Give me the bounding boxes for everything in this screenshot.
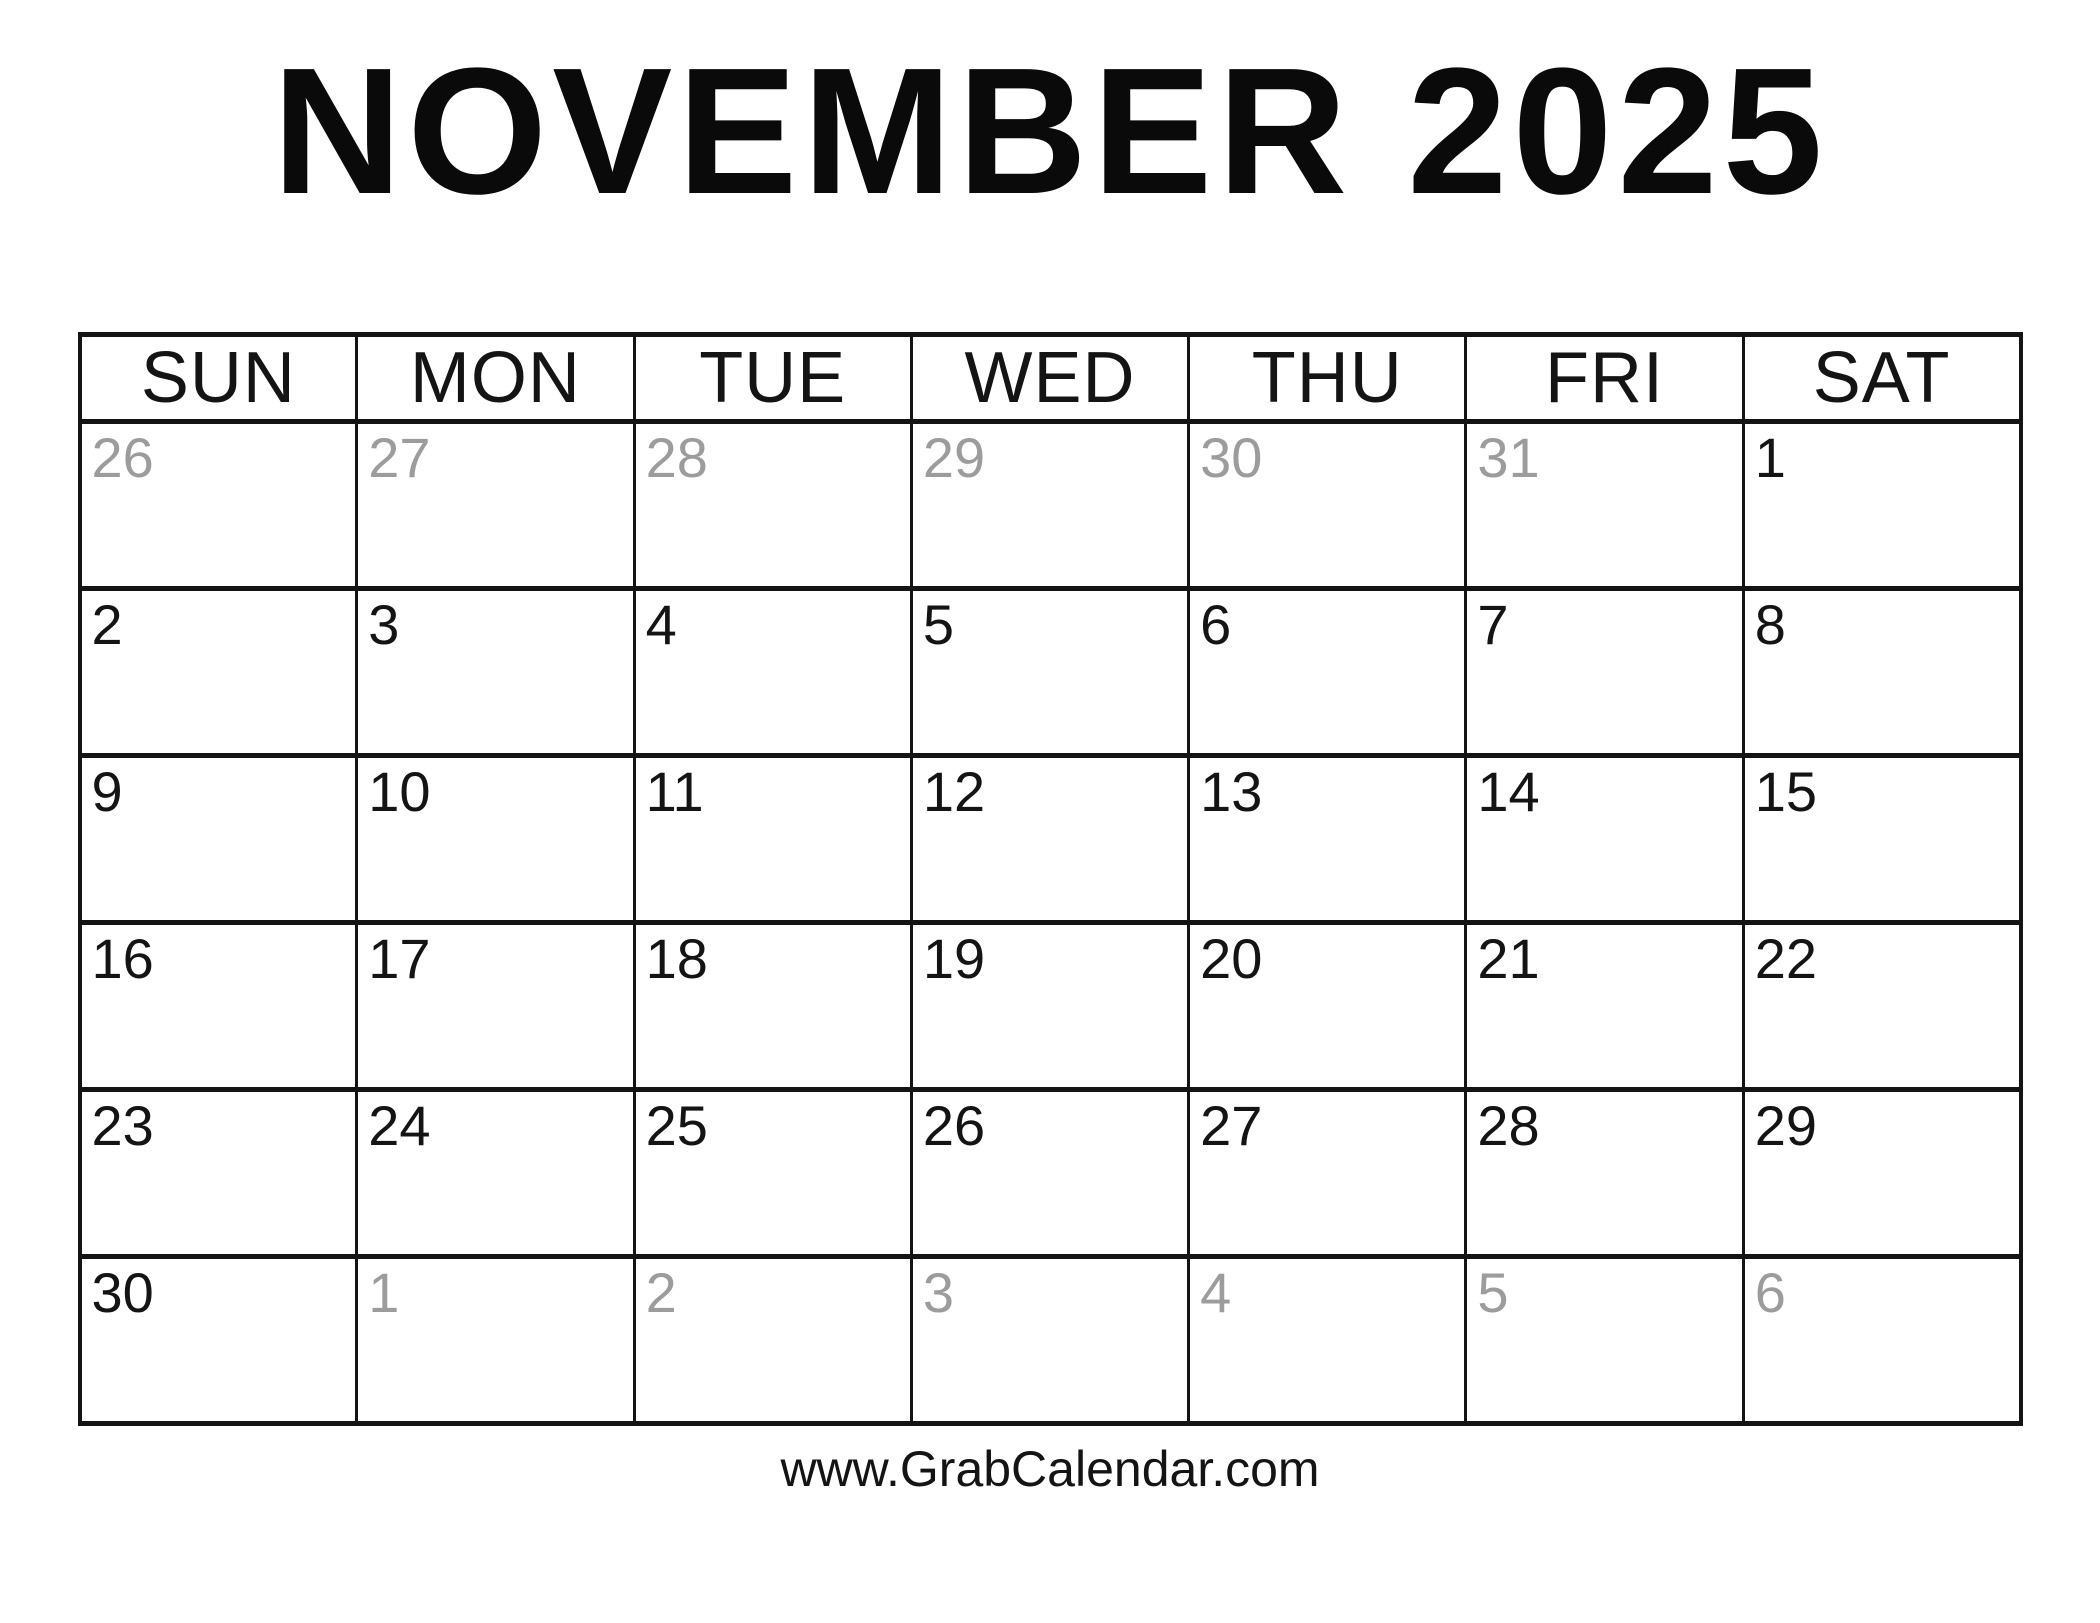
day-cell xyxy=(911,589,1188,756)
calendar-page xyxy=(0,31,2100,1623)
day-number: 1 xyxy=(368,1261,400,1324)
day-number: 7 xyxy=(1477,593,1509,656)
calendar-container xyxy=(78,332,2023,1426)
day-number: 19 xyxy=(922,927,986,990)
weekday-header-sat: SAT xyxy=(1743,335,2020,422)
day-number: 30 xyxy=(1200,426,1263,489)
day-number: 8 xyxy=(1754,593,1786,656)
day-cell-outside-month xyxy=(1189,422,1466,589)
week-row-1 xyxy=(80,422,2021,589)
week-row-6 xyxy=(80,1257,2021,1424)
page-title: NOVEMBER 2025 xyxy=(272,31,1828,232)
day-number: 28 xyxy=(645,426,708,489)
day-number: 2 xyxy=(91,593,123,656)
weekday-header-fri: FRI xyxy=(1466,335,1743,422)
day-number: 21 xyxy=(1477,927,1540,990)
day-number: 26 xyxy=(922,1094,986,1157)
day-cell-outside-month xyxy=(357,1257,634,1424)
week-row-4 xyxy=(80,923,2021,1090)
calendar-body xyxy=(80,422,2021,1424)
day-number: 27 xyxy=(368,426,431,489)
day-number: 29 xyxy=(1754,1094,1817,1157)
day-cell xyxy=(1466,1090,1743,1257)
day-cell xyxy=(911,756,1188,923)
weekday-header-sun: SUN xyxy=(80,335,357,422)
day-number: 31 xyxy=(1477,426,1540,489)
day-cell xyxy=(357,923,634,1090)
day-cell xyxy=(1466,756,1743,923)
day-cell xyxy=(80,589,357,756)
day-cell xyxy=(80,1257,357,1424)
day-cell-outside-month xyxy=(1466,1257,1743,1424)
day-number: 15 xyxy=(1754,760,1817,823)
day-number: 6 xyxy=(1754,1261,1786,1324)
day-number: 23 xyxy=(91,1094,154,1157)
day-cell xyxy=(634,1090,911,1257)
day-cell xyxy=(1189,756,1466,923)
day-cell xyxy=(911,1090,1188,1257)
day-number: 11 xyxy=(645,760,704,823)
day-cell xyxy=(1189,923,1466,1090)
week-row-2 xyxy=(80,589,2021,756)
day-cell-outside-month xyxy=(911,1257,1188,1424)
day-number: 4 xyxy=(645,593,677,656)
day-cell xyxy=(1743,1090,2020,1257)
day-cell-outside-month xyxy=(357,422,634,589)
day-cell xyxy=(80,1090,357,1257)
day-number: 16 xyxy=(91,927,154,990)
day-number: 9 xyxy=(91,760,123,823)
day-cell xyxy=(357,1090,634,1257)
day-number: 28 xyxy=(1477,1094,1540,1157)
day-number: 30 xyxy=(91,1261,154,1324)
day-cell xyxy=(1743,923,2020,1090)
day-number: 3 xyxy=(922,1261,954,1324)
day-number: 14 xyxy=(1477,760,1540,823)
day-number: 13 xyxy=(1200,760,1263,823)
weekday-header-row xyxy=(80,335,2021,422)
day-cell xyxy=(357,589,634,756)
day-cell xyxy=(634,756,911,923)
day-cell-outside-month xyxy=(634,422,911,589)
footer xyxy=(0,1440,2100,1498)
day-cell xyxy=(1743,756,2020,923)
day-number: 5 xyxy=(1477,1261,1509,1324)
day-number: 10 xyxy=(368,760,431,823)
day-number: 3 xyxy=(368,593,400,656)
day-number: 6 xyxy=(1200,593,1232,656)
day-cell xyxy=(1189,1090,1466,1257)
day-number: 22 xyxy=(1754,927,1817,990)
week-row-3 xyxy=(80,756,2021,923)
day-cell-outside-month xyxy=(1189,1257,1466,1424)
day-number: 2 xyxy=(645,1261,677,1324)
day-cell xyxy=(1466,589,1743,756)
day-number: 27 xyxy=(1200,1094,1263,1157)
day-cell xyxy=(634,589,911,756)
day-number: 17 xyxy=(368,927,431,990)
day-cell xyxy=(911,923,1188,1090)
day-cell-outside-month xyxy=(80,422,357,589)
day-cell xyxy=(1743,589,2020,756)
day-cell-outside-month xyxy=(1466,422,1743,589)
day-cell xyxy=(80,756,357,923)
day-number: 25 xyxy=(645,1094,708,1157)
day-number: 29 xyxy=(922,426,986,489)
day-number: 5 xyxy=(922,593,954,656)
day-number: 4 xyxy=(1200,1261,1232,1324)
day-number: 18 xyxy=(645,927,708,990)
weekday-header-mon: MON xyxy=(357,335,634,422)
weekday-header-tue: TUE xyxy=(634,335,911,422)
day-cell xyxy=(80,923,357,1090)
day-cell xyxy=(1743,422,2020,589)
day-number: 20 xyxy=(1200,927,1263,990)
day-number: 1 xyxy=(1754,426,1786,489)
week-row-5 xyxy=(80,1090,2021,1257)
website-link[interactable]: www.GrabCalendar.com xyxy=(780,1441,1320,1497)
day-cell-outside-month xyxy=(634,1257,911,1424)
day-cell-outside-month xyxy=(1743,1257,2020,1424)
day-number: 12 xyxy=(922,760,986,823)
calendar-grid xyxy=(78,332,2023,1426)
weekday-header-wed: WED xyxy=(911,335,1188,422)
day-cell xyxy=(634,923,911,1090)
day-cell-outside-month xyxy=(911,422,1188,589)
day-cell xyxy=(1466,923,1743,1090)
day-cell xyxy=(357,756,634,923)
day-number: 24 xyxy=(368,1094,431,1157)
day-cell xyxy=(1189,589,1466,756)
weekday-header-thu: THU xyxy=(1189,335,1466,422)
day-number: 26 xyxy=(91,426,154,489)
